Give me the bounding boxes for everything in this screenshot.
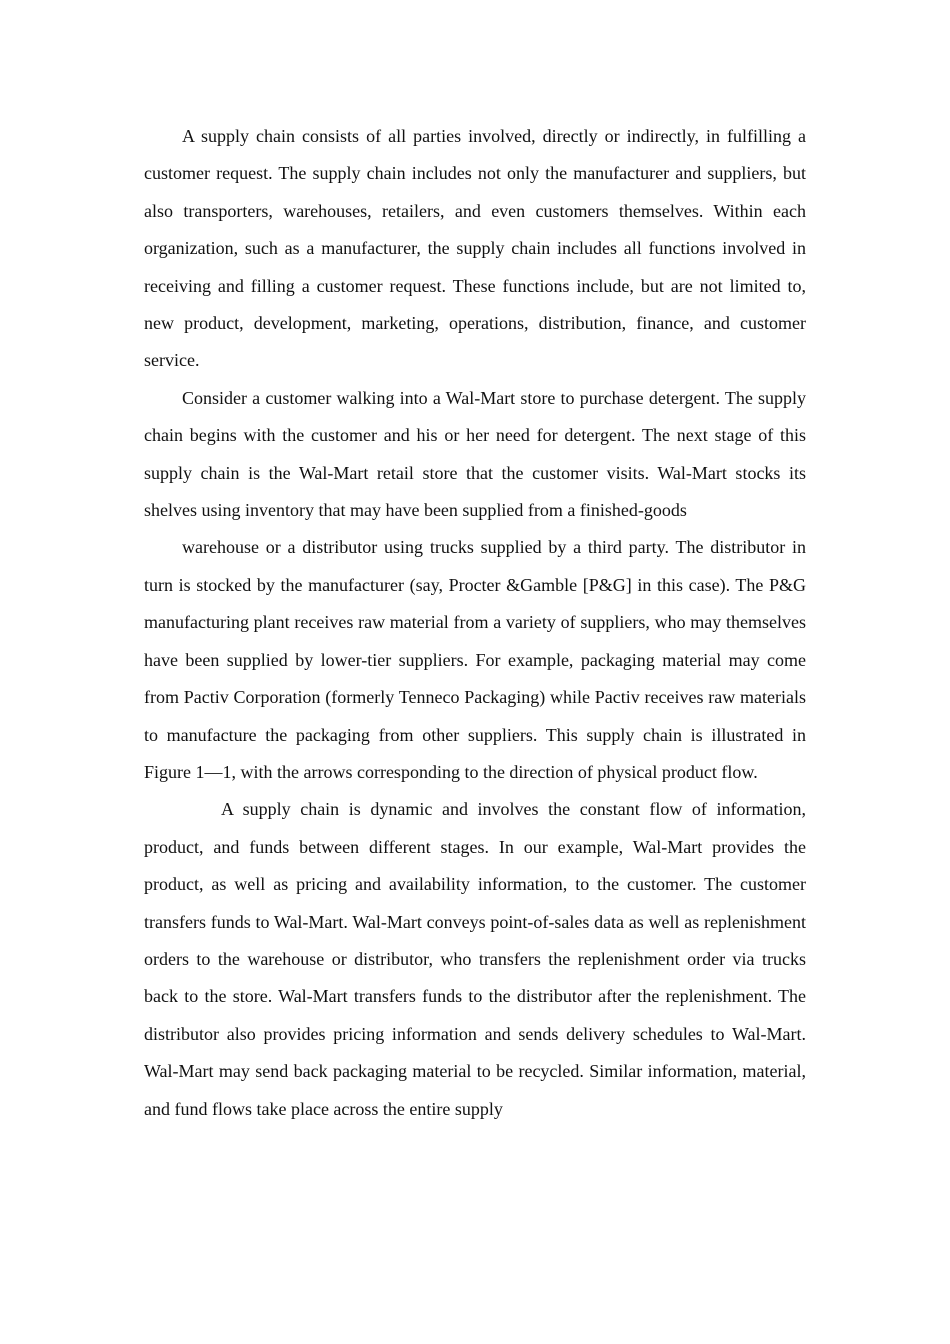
- paragraph-dynamic-flows: A supply chain is dynamic and involves the constant flow of information, product, and funds between different stages. In our example, Wal-Mart provides the product, as well as pricing and availability information, to the customer. The customer transfers funds to Wal-Mart. Wal-Mart conveys point-of-sales data as well as replenishment orders to the warehouse or distributor, who transfers the replenishment order via trucks back to the store. Wal-Mart transfers funds to the distributor after the replenishment. The distributor also provides pricing information and sends delivery schedules to Wal-Mart. Wal-Mart may send back packaging material to be recycled. Similar information, material, and fund flows take place across the entire supply: [144, 799, 806, 1119]
- paragraph-distributor-manufacturer: warehouse or a distributor using trucks supplied by a third party. The distributor in turn is stocked by the manufacturer (say, Procter &Gamble [P&G] in this case). The P&G manufacturing plant receives raw material from a variety of suppliers, who may themselves have been supplied by lower-tier suppliers. For example, packaging material may come from Pactiv Corporation (formerly Tenneco Packaging) while Pactiv receives raw materials to manufacture the packaging from other suppliers. This supply chain is illustrated in Figure 1—1, with the arrows corresponding to the direction of physical product flow.: [144, 537, 806, 782]
- paragraph-walmart-example: Consider a customer walking into a Wal-Mart store to purchase detergent. The supply chain begins with the customer and his or her need for detergent. The next stage of this supply chain is the Wal-Mart retail store that the customer visits. Wal-Mart stocks its shelves using inventory that may have been supplied from a finished-goods: [144, 387, 806, 521]
- document-page: [144, 118, 806, 1128]
- paragraph-supply-chain-definition: A supply chain consists of all parties involved, directly or indirectly, in fulfilling a customer request. The supply chain includes not only the manufacturer and suppliers, but also transporters, warehouses, retailers, and even customers themselves. Within each organization, such as a manufacturer, the supply chain includes all functions involved in receiving and filling a customer request. These functions include, but are not limited to, new product, development, marketing, operations, distribution, finance, and customer service.: [144, 126, 806, 371]
